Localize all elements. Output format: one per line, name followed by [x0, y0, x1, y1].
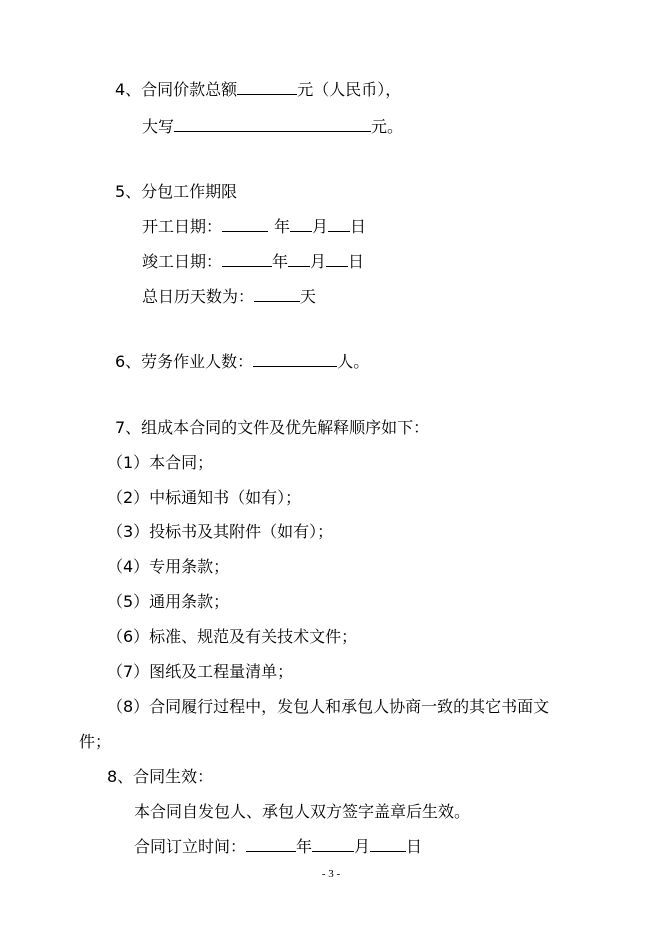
effectiveness-title: 8、合同生效：	[107, 767, 214, 786]
total-days-unit: 天	[300, 287, 317, 306]
end-year-blank	[222, 252, 272, 267]
signing-year-blank	[246, 837, 296, 852]
start-month-unit: 月	[312, 217, 329, 236]
end-year-unit: 年	[272, 252, 289, 271]
amount-in-words-label: 大写	[142, 117, 175, 136]
signing-month-blank	[312, 837, 354, 852]
document-item-2: （2）中标通知书（如有）；	[107, 488, 302, 507]
total-days-blank	[254, 287, 300, 302]
amount-in-words-line	[142, 116, 403, 138]
labor-count-line	[115, 351, 369, 373]
amount-in-words-unit: 元。	[371, 117, 404, 136]
signing-date-label: 合同订立时间：	[134, 837, 247, 856]
start-date-line	[142, 216, 366, 238]
labor-count-blank	[253, 352, 337, 367]
signing-month-unit: 月	[354, 837, 371, 856]
contract-amount-label: 4、合同价款总额	[115, 80, 238, 99]
start-day-unit: 日	[350, 217, 367, 236]
end-date-line	[142, 251, 364, 273]
document-item-8: （8）合同履行过程中，发包人和承包人协商一致的其它书面文	[107, 697, 550, 716]
page-number: - 3 -	[321, 868, 341, 880]
work-period-title: 5、分包工作期限	[115, 182, 238, 201]
document-item-8-continuation: 件；	[79, 732, 112, 751]
amount-blank	[237, 80, 297, 95]
end-date-label: 竣工日期：	[142, 252, 223, 271]
labor-count-label: 6、劳务作业人数：	[115, 352, 254, 371]
document-item-1: （1）本合同；	[107, 453, 214, 472]
end-month-unit: 月	[310, 252, 327, 271]
document-item-5: （5）通用条款；	[107, 592, 230, 611]
signing-day-blank	[370, 837, 406, 852]
amount-in-words-blank	[174, 117, 371, 132]
start-year-blank	[222, 217, 268, 232]
document-item-7: （7）图纸及工程量清单；	[107, 662, 294, 681]
document-item-4: （4）专用条款；	[107, 557, 230, 576]
contract-amount-line	[115, 79, 401, 101]
total-days-line	[142, 286, 316, 308]
document-item-3: （3）投标书及其附件（如有）；	[107, 522, 334, 541]
signing-year-unit: 年	[296, 837, 313, 856]
documents-title: 7、组成本合同的文件及优先解释顺序如下：	[115, 418, 430, 437]
end-month-blank	[288, 252, 310, 267]
start-month-blank	[290, 217, 312, 232]
start-year-unit: 年	[274, 217, 291, 236]
start-day-blank	[328, 217, 350, 232]
labor-count-unit: 人。	[337, 352, 370, 371]
end-day-blank	[326, 252, 348, 267]
signing-date-line	[134, 836, 422, 858]
document-item-6: （6）标准、规范及有关技术文件；	[107, 627, 358, 646]
amount-unit: 元（人民币），	[297, 80, 402, 99]
start-date-label: 开工日期：	[142, 217, 223, 236]
signing-day-unit: 日	[406, 837, 423, 856]
effectiveness-body: 本合同自发包人、承包人双方签字盖章后生效。	[134, 802, 471, 821]
total-days-label: 总日历天数为：	[142, 287, 255, 306]
end-day-unit: 日	[348, 252, 365, 271]
